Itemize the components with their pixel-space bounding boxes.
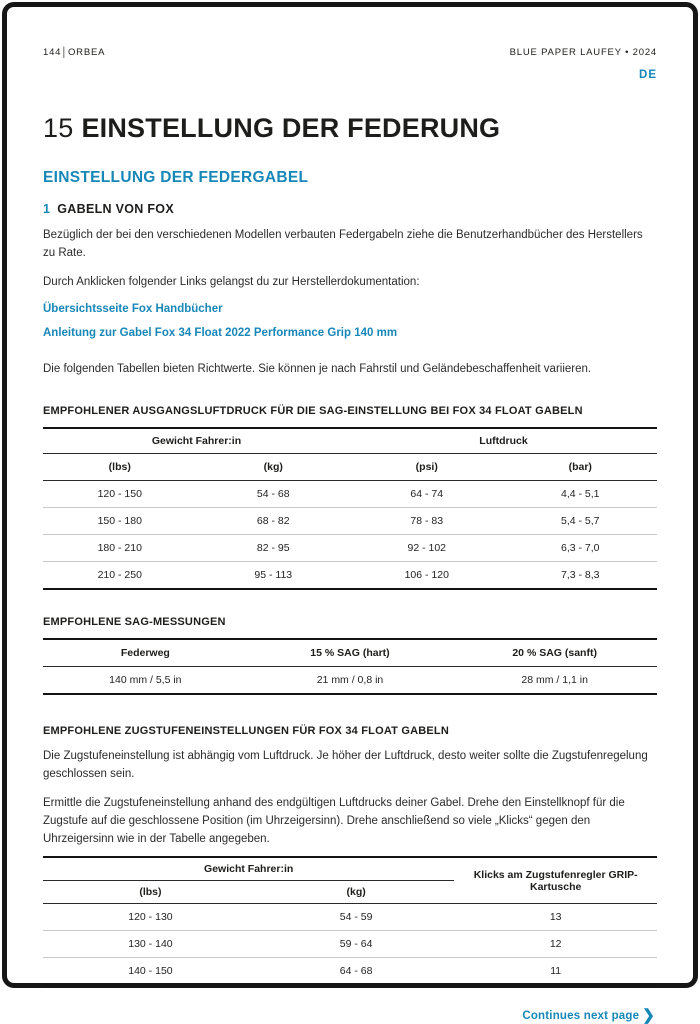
table-row <box>43 508 657 535</box>
table-cell: 64 - 74 <box>410 488 444 501</box>
page-header <box>43 47 657 58</box>
table-cell: 64 - 68 <box>258 958 454 986</box>
table-cell: 6,3 - 7,0 <box>504 535 658 562</box>
table-cell: 21 mm / 0,8 in <box>316 674 384 687</box>
table-cell: 92 - 102 <box>350 535 504 562</box>
table-cell: 5,4 - 5,7 <box>504 508 658 535</box>
table2-col-travel: Federweg <box>43 639 248 667</box>
chevron-right-icon: ❯ <box>642 1007 655 1024</box>
table-cell: 68 - 82 <box>197 508 351 535</box>
table-row <box>43 904 657 931</box>
language-row <box>43 65 657 83</box>
table3-clicks-header: Klicks am Zugstufenregler GRIP-Kartusche <box>454 857 657 904</box>
table-cell: 54 - 68 <box>256 488 290 501</box>
table-cell: 54 - 59 <box>339 911 373 924</box>
paragraph-guideline-note: Die folgenden Tabellen bieten Richtwerte. Sie können je nach Fahrstil und Geländebeschaffenheit variieren. <box>43 363 592 376</box>
rebound-settings-table <box>43 856 657 986</box>
table-cell: 13 <box>549 911 562 924</box>
paragraph-links-intro: Durch Anklicken folgender Links gelangst du zur Herstellerdokumentation: <box>43 275 420 288</box>
page-number-brand: 144│ORBEA <box>43 47 106 58</box>
table1-group-pressure: Luftdruck <box>350 428 657 454</box>
section-name: GABELN VON FOX <box>57 202 174 216</box>
table-cell: 140 - 150 <box>43 958 258 986</box>
table2-col-sag15: 15 % SAG (hart) <box>248 639 453 667</box>
table-cell: 28 mm / 1,1 in <box>521 674 588 687</box>
table3-col-lbs: (lbs) <box>43 881 258 904</box>
table2-heading: EMPFOHLENE SAG-MESSUNGEN <box>43 616 226 629</box>
table1-col-lbs: (lbs) <box>43 454 197 481</box>
footer-row <box>43 1006 657 1024</box>
table3-group-weight: Gewicht Fahrer:in <box>43 857 454 881</box>
table-cell: 59 - 64 <box>258 931 454 958</box>
table-cell: 150 - 180 <box>43 508 197 535</box>
table-cell: 7,3 - 8,3 <box>504 562 658 590</box>
page-title <box>43 113 657 144</box>
table-row <box>43 481 657 508</box>
table3-col-kg: (kg) <box>258 881 454 904</box>
table1-col-kg: (kg) <box>197 454 351 481</box>
continues-label: Continues next page <box>522 1010 640 1023</box>
table-cell: 11 <box>454 958 657 986</box>
sag-measurements-table <box>43 638 657 695</box>
section-number: 1 <box>43 202 51 216</box>
table-cell: 82 - 95 <box>197 535 351 562</box>
table-cell: 140 mm / 5,5 in <box>109 674 182 687</box>
table1-col-bar: (bar) <box>504 454 658 481</box>
table-cell: 120 - 150 <box>97 488 142 501</box>
section-title <box>43 202 657 216</box>
table1-group-weight: Gewicht Fahrer:in <box>43 428 350 454</box>
document-title-header: BLUE PAPER LAUFEY • 2024 <box>509 47 657 58</box>
chapter-title: EINSTELLUNG DER FEDERUNG <box>81 113 501 143</box>
table1-col-psi: (psi) <box>350 454 504 481</box>
subsection-title: EINSTELLUNG DER FEDERGABEL <box>43 169 309 186</box>
table3-heading: EMPFOHLENE ZUGSTUFENEINSTELLUNGEN FÜR FOX 34 FLOAT GABELN <box>43 725 449 738</box>
table-row <box>43 535 657 562</box>
table-cell: 78 - 83 <box>350 508 504 535</box>
table2-col-sag20: 20 % SAG (sanft) <box>452 639 657 667</box>
table-cell: 4,4 - 5,1 <box>560 488 600 501</box>
document-page <box>2 2 698 1024</box>
paragraph-intro: Bezüglich der bei den verschiedenen Modellen verbauten Federgabeln ziehe die Benutzerhandbücher des Herstellers zu Rate. <box>43 229 643 259</box>
table-row <box>43 667 657 695</box>
continues-next-page-link[interactable] <box>522 1007 655 1024</box>
table-cell: 12 <box>454 931 657 958</box>
table-cell: 120 - 130 <box>128 911 173 924</box>
table-cell: 95 - 113 <box>197 562 351 590</box>
page-content <box>7 7 693 1024</box>
table-cell: 210 - 250 <box>43 562 197 590</box>
table-row <box>43 931 657 958</box>
link-fox-34-float-manual[interactable]: Anleitung zur Gabel Fox 34 Float 2022 Performance Grip 140 mm <box>43 327 398 340</box>
language-badge: DE <box>639 69 657 81</box>
paragraph-rebound-1: Die Zugstufeneinstellung ist abhängig vom Luftdruck. Je höher der Luftdruck, desto weiter sollte die Zugstufenregelung geschlossen sein. <box>43 750 648 781</box>
link-fox-manuals[interactable]: Übersichtsseite Fox Handbücher <box>43 303 223 316</box>
sag-pressure-table <box>43 427 657 590</box>
table-row <box>43 958 657 986</box>
table1-heading: EMPFOHLENER AUSGANGSLUFTDRUCK FÜR DIE SAG-EINSTELLUNG BEI FOX 34 FLOAT GABELN <box>43 405 583 418</box>
chapter-number: 15 <box>43 113 74 143</box>
table-cell: 106 - 120 <box>350 562 504 590</box>
table-cell: 180 - 210 <box>43 535 197 562</box>
table-cell: 130 - 140 <box>43 931 258 958</box>
paragraph-rebound-2: Ermittle die Zugstufeneinstellung anhand des endgültigen Luftdrucks deiner Gabel. Drehe den Einstellknopf für die Zugstufe auf die geschlossene Position (im Uhrzeigersinn). Drehe anschließend so viele „Klicks“ gegen den Uhrzeigersinn wie in der Tabelle angegeben. <box>43 796 625 845</box>
table-row <box>43 562 657 590</box>
